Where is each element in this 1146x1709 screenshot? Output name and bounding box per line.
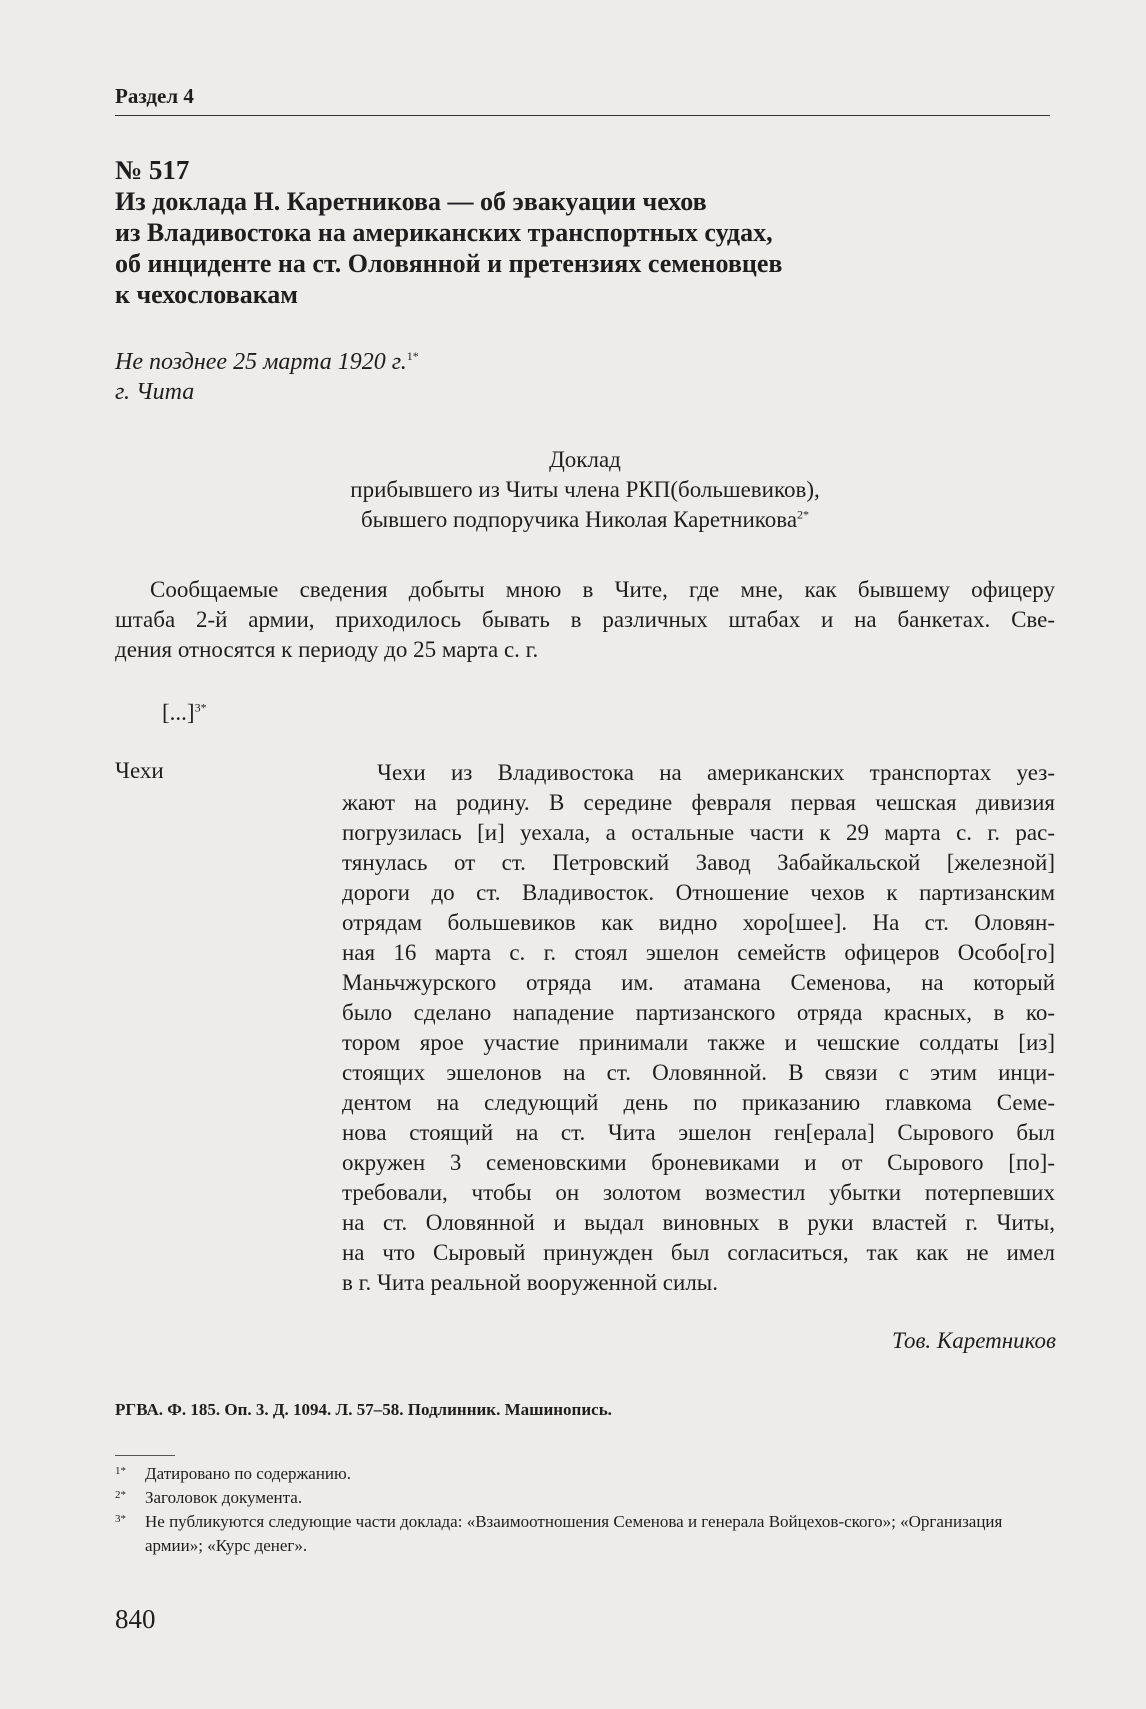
- text-line: Маньчжурского отряда им. атамана Семенова, на который: [342, 970, 1055, 995]
- footnote: [115, 1486, 1060, 1510]
- text-line: ная 16 марта с. г. стоял эшелон семейств офицеров Особо[го]: [342, 940, 1055, 965]
- dateline: [115, 347, 419, 407]
- title-line: об инциденте на ст. Оловянной и претензиях семеновцев: [115, 249, 783, 278]
- document-number: № 517: [115, 155, 190, 185]
- heading-line: Доклад: [549, 447, 621, 472]
- header-rule: [115, 115, 1050, 116]
- intro-paragraph: [115, 575, 1055, 665]
- footnote-ref: 1*: [406, 349, 419, 363]
- text-line: дентом на следующий день по приказанию главкома Семе-: [342, 1090, 1055, 1115]
- text-line: окружен 3 семеновскими броневиками и от Сыровог​о [по]-: [342, 1150, 1055, 1175]
- text-line: дения относятся к периоду до 25 марта с. г.: [115, 637, 539, 662]
- text-line: стоящих эшелонов на ст. Оловянной. В связи с этим инци-: [342, 1060, 1055, 1085]
- document-title: [115, 155, 1055, 310]
- text-line: Сообщаемые сведения добыты мною в Чите, где мне, как бывшему офицеру: [150, 577, 1055, 602]
- footnotes-rule: [115, 1455, 175, 1456]
- title-line: Из доклада Н. Каретникова — об эвакуации чехов: [115, 187, 707, 216]
- margin-label: Чехи: [115, 758, 164, 783]
- report-heading: [115, 445, 1055, 535]
- page-number: 840: [115, 1604, 156, 1634]
- footnote-ref: 2*: [797, 507, 810, 522]
- text-line: на что Сыровый принужден был согласиться, так как не имел: [342, 1240, 1055, 1265]
- text-line: было сделано нападение партизанского отряда красных, в ко-: [342, 1000, 1055, 1025]
- body-text: [342, 758, 1055, 1298]
- footnotes: [115, 1462, 1060, 1558]
- footnote-mark: 2*: [115, 1489, 126, 1501]
- running-head: Раздел 4: [115, 84, 194, 108]
- text-line: штаба 2-й армии, приходилось бывать в различных штабах и на банкетах. Све-: [115, 607, 1055, 632]
- text-line: Чехи из Владивостока на американских транспортах уез-: [377, 760, 1055, 785]
- footnote-text: Не публикуются следующие части доклада: «Взаимоотношения Семенова и генерала Войцехов-ского»; «Организация армии»; «Курс денег».: [145, 1512, 1003, 1555]
- heading-line: прибывшего из Читы члена РКП(большевиков),: [350, 477, 820, 502]
- document-place: г. Чита: [115, 379, 195, 405]
- text-line: тором ярое участие принимали также и чешские солдаты [из]: [342, 1030, 1055, 1055]
- footnote-text: Заголовок документа.: [145, 1488, 303, 1507]
- heading-line: бывшего подпоручика Николая Каретникова: [360, 507, 798, 532]
- footnote-mark: 3*: [115, 1513, 126, 1525]
- title-line: из Владивостока на американских транспортных судах,: [115, 218, 773, 247]
- text-line: жают на родину. В середине февраля первая чешская дивизия: [342, 790, 1055, 815]
- text-line: на ст. Оловянной и выдал виновных в руки властей г. Читы,: [342, 1210, 1055, 1235]
- omission-mark: [...]$^{3*}$: [162, 700, 207, 725]
- footnote: [115, 1510, 1060, 1558]
- footnote-text: Датировано по содержанию.: [145, 1464, 351, 1483]
- text-line: в г. Чита реальной вооруженной силы.: [342, 1270, 718, 1295]
- footnote: [115, 1462, 1060, 1486]
- signature: Тов. Каретников: [891, 1328, 1056, 1353]
- title-line: к чехословакам: [115, 280, 298, 309]
- document-date: Не позднее 25 марта 1920 г.: [115, 349, 407, 375]
- footnote-mark: 1*: [115, 1465, 126, 1477]
- text-line: нова стоящий на ст. Чита эшелон ген[ерала] Сыровог​о был: [342, 1120, 1055, 1145]
- text-line: требовали, чтобы он золотом возместил убытки потерпевших: [342, 1180, 1055, 1205]
- text-line: дороги до ст. Владивосток. Отношение чехов к партизанским: [342, 880, 1055, 905]
- footnote-ref: 3*: [194, 700, 207, 715]
- archive-reference: РГВА. Ф. 185. Оп. 3. Д. 1094. Л. 57–58. Подлинник. Машинопись.: [115, 1400, 612, 1419]
- text-line: отрядам большевиков как видно хоро[шее]. На ст. Оловян-: [342, 910, 1055, 935]
- text-line: погрузилась [и] уехала, а остальные части к 29 марта с. г. рас-: [342, 820, 1055, 845]
- text-line: тянулась от ст. Петровский Завод Забайкальской [железной]: [342, 850, 1055, 875]
